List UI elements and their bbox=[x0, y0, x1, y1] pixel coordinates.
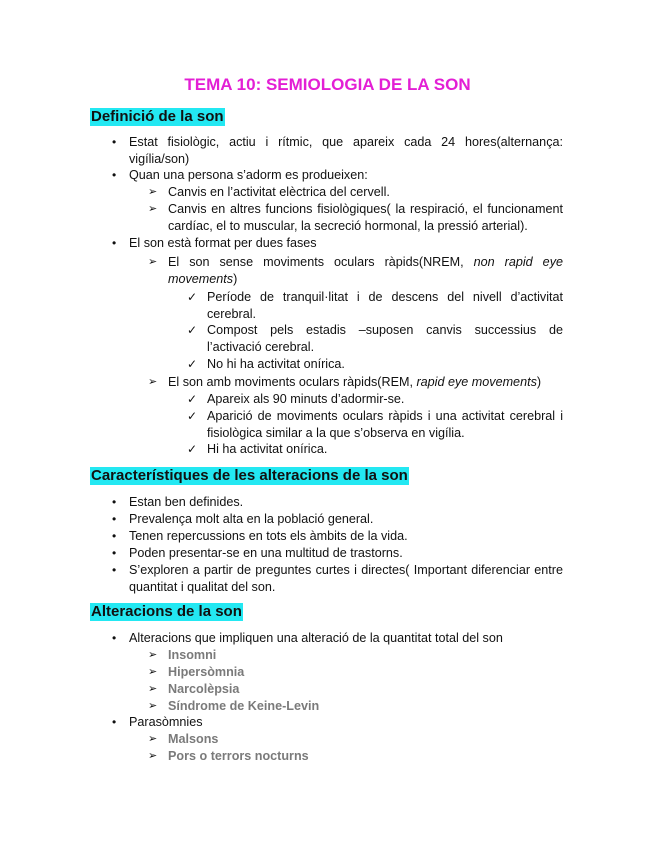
check-icon: ✓ bbox=[187, 392, 198, 406]
arrow-icon: ➢ bbox=[148, 733, 158, 745]
section-heading-definicio: Definició de la son bbox=[91, 108, 224, 125]
list-subitem-nrem bbox=[148, 254, 563, 288]
list-check-item bbox=[187, 391, 563, 408]
list-subitem bbox=[148, 698, 563, 715]
list-check-item bbox=[187, 322, 563, 356]
list-item-text: Alteracions que impliquen una alteració de la quantitat total del son bbox=[129, 631, 503, 645]
list-subitem-text: Canvis en altres funcions fisiològiques( la respiració, el funcionament cardíac, el to muscular, la secreció hormonal, la pressió arterial). bbox=[168, 202, 563, 233]
list-item bbox=[112, 134, 563, 168]
list-item bbox=[112, 714, 563, 731]
nrem-close: ) bbox=[233, 271, 238, 286]
arrow-icon: ➢ bbox=[148, 376, 158, 388]
list-check-item bbox=[187, 408, 563, 442]
list-item bbox=[112, 545, 563, 562]
list-subitem-rem bbox=[148, 374, 563, 391]
list-subitem-text: Malsons bbox=[168, 732, 219, 746]
list-item-text: Tenen repercussions en tots els àmbits de la vida. bbox=[129, 529, 408, 543]
nrem-italic: non rapid eye movements bbox=[168, 255, 563, 286]
bullet-icon: • bbox=[112, 168, 117, 182]
list-subitem bbox=[148, 184, 563, 201]
list-item bbox=[112, 511, 563, 528]
check-icon: ✓ bbox=[187, 357, 198, 371]
list-subitem bbox=[148, 748, 563, 765]
list-subitem bbox=[148, 731, 563, 748]
arrow-icon: ➢ bbox=[148, 683, 158, 695]
bullet-icon: • bbox=[112, 512, 117, 526]
check-icon: ✓ bbox=[187, 323, 198, 337]
list-item bbox=[112, 235, 563, 252]
check-item-text: Hi ha activitat onírica. bbox=[207, 442, 328, 456]
list-subitem bbox=[148, 681, 563, 698]
list-item-text: Parasòmnies bbox=[129, 715, 203, 729]
bullet-icon: • bbox=[112, 529, 117, 543]
check-item-text: Apareix als 90 minuts d’adormir-se. bbox=[207, 392, 405, 406]
arrow-icon: ➢ bbox=[148, 700, 158, 712]
arrow-icon: ➢ bbox=[148, 649, 158, 661]
list-check-item bbox=[187, 289, 563, 323]
check-item-text: Aparició de moviments oculars ràpids i una activitat cerebral i fisiològica similar a la que s’observa en vigília. bbox=[207, 409, 563, 440]
list-item-text: Estan ben definides. bbox=[129, 495, 244, 509]
list-check-item bbox=[187, 356, 563, 373]
list-item-text: Poden presentar-se en una multitud de trastorns. bbox=[129, 546, 403, 560]
list-item bbox=[112, 167, 563, 184]
check-icon: ✓ bbox=[187, 290, 198, 304]
bullet-icon: • bbox=[112, 135, 117, 149]
check-icon: ✓ bbox=[187, 442, 198, 456]
list-subitem bbox=[148, 201, 563, 235]
bullet-icon: • bbox=[112, 715, 117, 729]
list-item bbox=[112, 630, 563, 647]
list-item-text: El son està format per dues fases bbox=[129, 236, 317, 250]
list-subitem bbox=[148, 647, 563, 664]
list-item-text: Prevalença molt alta en la població general. bbox=[129, 512, 374, 526]
list-item bbox=[112, 562, 563, 596]
section-heading-alteracions: Alteracions de la son bbox=[91, 603, 242, 620]
list-item-text: Estat fisiològic, actiu i rítmic, que apareix cada 24 hores(alternança: vigília/son) bbox=[129, 135, 563, 166]
list-item bbox=[112, 494, 563, 511]
list-subitem bbox=[148, 664, 563, 681]
list-subitem-text: Insomni bbox=[168, 648, 217, 662]
arrow-icon: ➢ bbox=[148, 750, 158, 762]
list-item-text: Quan una persona s’adorm es produeixen: bbox=[129, 168, 368, 182]
list-subitem-text: Canvis en l’activitat elèctrica del cervell. bbox=[168, 185, 390, 199]
list-subitem-text: Síndrome de Keine-Levin bbox=[168, 699, 320, 713]
check-item-text: Compost pels estadis –suposen canvis successius de l’activació cerebral. bbox=[207, 323, 563, 354]
bullet-icon: • bbox=[112, 546, 117, 560]
arrow-icon: ➢ bbox=[148, 203, 158, 215]
check-item-text: No hi ha activitat onírica. bbox=[207, 357, 345, 371]
nrem-text: El son sense moviments oculars ràpids(NREM, bbox=[168, 255, 474, 269]
arrow-icon: ➢ bbox=[148, 186, 158, 198]
bullet-icon: • bbox=[112, 563, 117, 577]
check-item-text: Període de tranquil·litat i de descens del nivell d’activitat cerebral. bbox=[207, 290, 563, 321]
arrow-icon: ➢ bbox=[148, 666, 158, 678]
bullet-icon: • bbox=[112, 495, 117, 509]
section-heading-caracteristiques: Característiques de les alteracions de la son bbox=[91, 467, 408, 484]
list-subitem-text: Hipersòmnia bbox=[168, 665, 245, 679]
arrow-icon: ➢ bbox=[148, 256, 158, 268]
rem-italic: rapid eye movements bbox=[416, 375, 537, 389]
list-check-item bbox=[187, 441, 563, 458]
rem-close: ) bbox=[536, 375, 542, 389]
list-item bbox=[112, 528, 563, 545]
list-item-text: S’exploren a partir de preguntes curtes i directes( Important diferenciar entre quantitat i qualitat del son. bbox=[129, 563, 563, 594]
list-subitem-text: Pors o terrors nocturns bbox=[168, 749, 309, 763]
list-subitem-text: Narcolèpsia bbox=[168, 682, 240, 696]
rem-text: El son amb moviments oculars ràpids(REM, bbox=[168, 375, 417, 389]
bullet-icon: • bbox=[112, 236, 117, 250]
document-title: TEMA 10: SEMIOLOGIA DE LA SON bbox=[184, 75, 471, 94]
bullet-icon: • bbox=[112, 631, 117, 645]
check-icon: ✓ bbox=[187, 409, 198, 423]
